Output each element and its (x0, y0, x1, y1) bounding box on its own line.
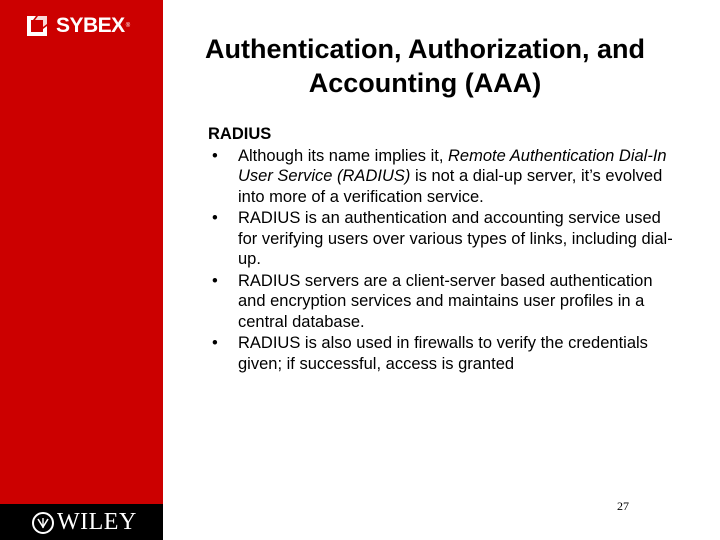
bullet-text: RADIUS is also used in firewalls to verify the credentials given; if successful, access is granted (238, 334, 648, 373)
trademark-mark: ® (125, 23, 131, 29)
slide-title: Authentication, Authorization, and Accounting (AAA) (205, 34, 645, 98)
bullet-icon: • (212, 334, 218, 352)
bullet-text: RADIUS servers are a client-server based authentication and encryption services and maintains user profiles in a central database. (238, 271, 653, 331)
bullet-item (208, 208, 678, 270)
wiley-logo-text: WILEY (57, 509, 137, 535)
bullet-item (208, 146, 678, 208)
bullet-item (208, 271, 678, 333)
wiley-logo (32, 509, 137, 536)
sybex-logo (24, 13, 130, 39)
bullet-text-italic: Remote Authentication Dial-In User Service (RADIUS) (238, 146, 667, 185)
bullet-icon: • (212, 146, 218, 165)
bullet-list (208, 146, 678, 375)
bullet-text-part: Although its name implies it, (238, 146, 449, 165)
section-heading: RADIUS (208, 125, 272, 143)
sybex-logo-icon (24, 13, 50, 39)
bullet-text-part: is not a dial-up server, it’s evolved into more of a verification service. (238, 167, 663, 206)
bullet-icon: • (212, 271, 218, 290)
bullet-icon: • (212, 209, 218, 227)
page-number: 27 (617, 499, 629, 513)
bullet-item (208, 333, 678, 374)
bullet-text: RADIUS is an authentication and accounting service used for verifying users over various types of links, including dial-up. (238, 209, 673, 268)
slide-content (208, 124, 678, 375)
sybex-logo-text: SYBEX (56, 14, 125, 37)
sidebar (0, 0, 163, 504)
wiley-logo-icon (32, 512, 54, 534)
